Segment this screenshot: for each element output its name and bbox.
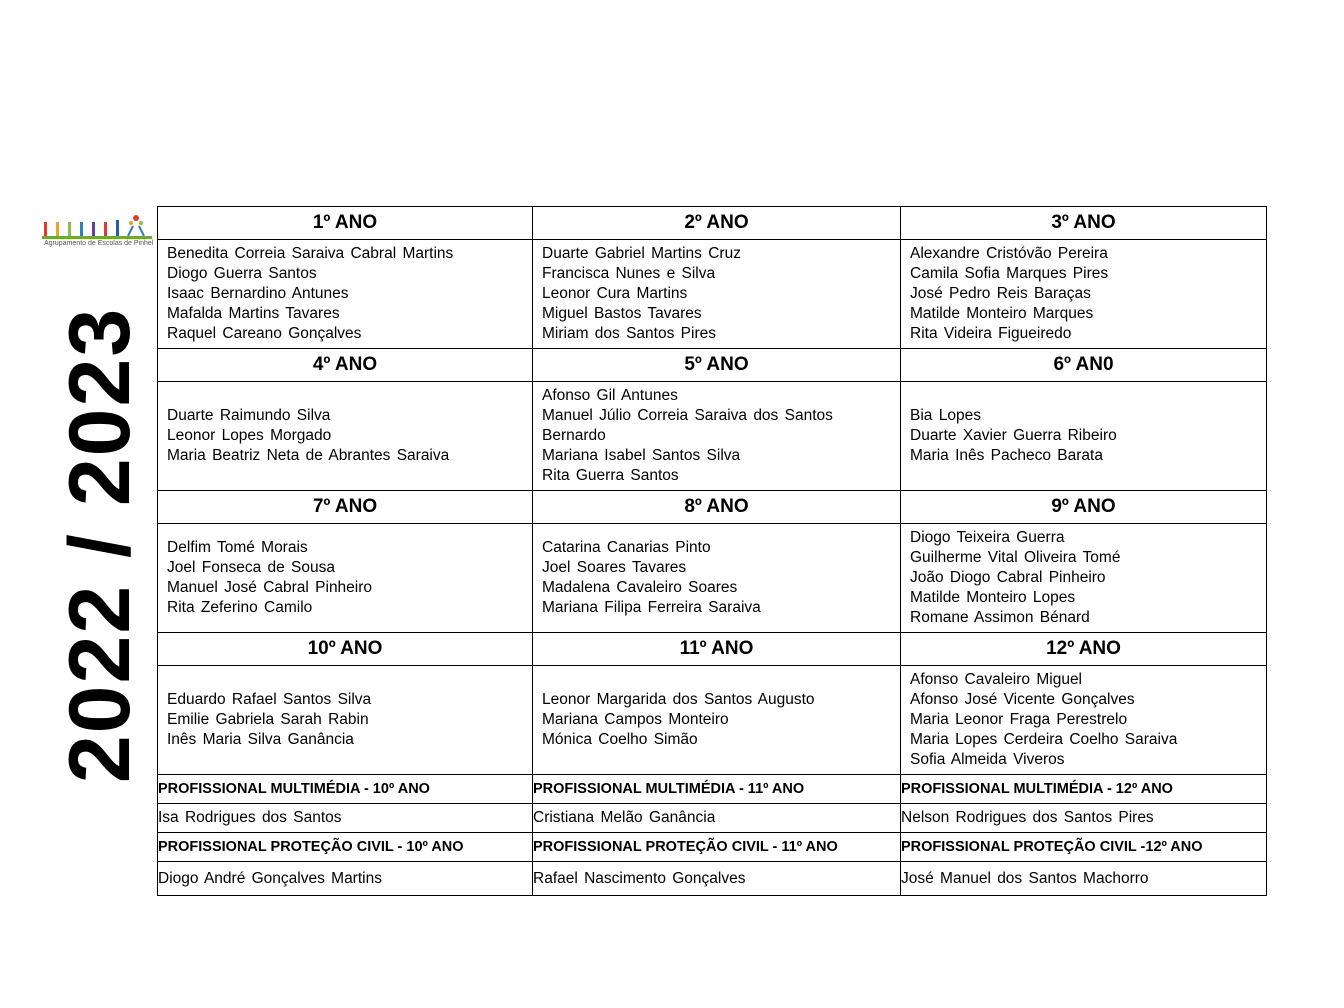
grade-student-list: [533, 240, 901, 349]
student-name: Emilie Gabriela Sarah Rabin: [167, 711, 369, 728]
student-name: Mónica Coelho Simão: [542, 731, 698, 748]
grade-student-list: [533, 524, 901, 633]
student-name: José Pedro Reis Baraças: [910, 285, 1091, 302]
student-name: Maria Lopes Cerdeira Coelho Saraiva: [910, 731, 1178, 748]
grade-title: 3º ANO: [901, 207, 1267, 240]
student-name: Romane Assimon Bénard: [910, 609, 1090, 626]
student-name: Afonso José Vicente Gonçalves: [910, 691, 1135, 708]
logo-caption: Agrupamento de Escolas de Pinhel: [44, 240, 154, 247]
student-name: Catarina Canarias Pinto: [542, 539, 711, 556]
student-name: Isaac Bernardino Antunes: [167, 285, 349, 302]
grade-student-list: [901, 524, 1267, 633]
grade-header-row: [158, 349, 1267, 382]
student-name: Manuel Júlio Correia Saraiva dos Santos: [542, 407, 833, 424]
professional-names-row: [158, 862, 1267, 896]
grade-student-list: [158, 524, 533, 633]
student-name: Guilherme Vital Oliveira Tomé: [910, 549, 1121, 566]
grade-title: 12º ANO: [901, 633, 1267, 666]
student-grid: [157, 206, 1267, 896]
student-name: Leonor Margarida dos Santos Augusto: [542, 691, 815, 708]
grade-title: 4º ANO: [158, 349, 533, 382]
grade-names-row: [158, 240, 1267, 349]
grade-title: 7º ANO: [158, 491, 533, 524]
student-name: Afonso Gil Antunes: [542, 387, 678, 404]
grade-student-list: [901, 240, 1267, 349]
school-year-label: 2022 / 2023: [52, 306, 148, 784]
student-name: Matilde Monteiro Lopes: [910, 589, 1076, 606]
student-name: Maria Beatriz Neta de Abrantes Saraiva: [167, 447, 450, 464]
student-name: Rafael Nascimento Gonçalves: [533, 862, 901, 896]
professional-course-title: PROFISSIONAL PROTEÇÃO CIVIL - 10º ANO: [158, 833, 533, 862]
student-name: Diogo André Gonçalves Martins: [158, 862, 533, 896]
student-name: Isa Rodrigues dos Santos: [158, 804, 533, 833]
professional-course-title: PROFISSIONAL PROTEÇÃO CIVIL -12º ANO: [901, 833, 1267, 862]
student-name: Mafalda Martins Tavares: [167, 305, 340, 322]
grade-title: 5º ANO: [533, 349, 901, 382]
student-name: Leonor Cura Martins: [542, 285, 688, 302]
grade-title: 2º ANO: [533, 207, 901, 240]
student-name: Joel Soares Tavares: [542, 559, 687, 576]
student-name: Rita Zeferino Camilo: [167, 599, 313, 616]
professional-course-title: PROFISSIONAL MULTIMÉDIA - 11º ANO: [533, 775, 901, 804]
grade-names-row: [158, 524, 1267, 633]
professional-course-title: PROFISSIONAL MULTIMÉDIA - 10º ANO: [158, 775, 533, 804]
professional-names-row: [158, 804, 1267, 833]
student-name: Duarte Xavier Guerra Ribeiro: [910, 427, 1117, 444]
professional-header-row: [158, 833, 1267, 862]
grade-title: 9º ANO: [901, 491, 1267, 524]
student-name: Duarte Raimundo Silva: [167, 407, 331, 424]
student-name: Mariana Isabel Santos Silva: [542, 447, 741, 464]
grade-names-row: [158, 666, 1267, 775]
student-name: Diogo Guerra Santos: [167, 265, 317, 282]
student-name: João Diogo Cabral Pinheiro: [910, 569, 1106, 586]
student-name: Nelson Rodrigues dos Santos Pires: [901, 804, 1267, 833]
student-name: Inês Maria Silva Ganância: [167, 731, 354, 748]
student-name: Afonso Cavaleiro Miguel: [910, 671, 1083, 688]
grade-title: 1º ANO: [158, 207, 533, 240]
student-name: Miriam dos Santos Pires: [542, 325, 716, 342]
student-name: Joel Fonseca de Sousa: [167, 559, 335, 576]
student-name: Delfim Tomé Morais: [167, 539, 308, 556]
student-name: Sofia Almeida Viveros: [910, 751, 1065, 768]
student-name: Rita Videira Figueiredo: [910, 325, 1072, 342]
student-name: Manuel José Cabral Pinheiro: [167, 579, 373, 596]
student-name: Bia Lopes: [910, 407, 981, 424]
student-name: Mariana Campos Monteiro: [542, 711, 729, 728]
grade-student-list: [533, 382, 901, 491]
student-name: Rita Guerra Santos: [542, 467, 679, 484]
student-name: Maria Leonor Fraga Perestrelo: [910, 711, 1128, 728]
student-name: Eduardo Rafael Santos Silva: [167, 691, 372, 708]
student-name: Diogo Teixeira Guerra: [910, 529, 1065, 546]
grade-header-row: [158, 633, 1267, 666]
student-name: Raquel Careano Gonçalves: [167, 325, 362, 342]
grade-title: 11º ANO: [533, 633, 901, 666]
student-name: Alexandre Cristóvão Pereira: [910, 245, 1108, 262]
student-name: Camila Sofia Marques Pires: [910, 265, 1109, 282]
grade-student-list: [901, 382, 1267, 491]
professional-header-row: [158, 775, 1267, 804]
student-name: Duarte Gabriel Martins Cruz: [542, 245, 741, 262]
student-name: Madalena Cavaleiro Soares: [542, 579, 738, 596]
professional-course-title: PROFISSIONAL MULTIMÉDIA - 12º ANO: [901, 775, 1267, 804]
grade-student-list: [158, 240, 533, 349]
grade-header-row: [158, 207, 1267, 240]
grade-title: 10º ANO: [158, 633, 533, 666]
professional-course-title: PROFISSIONAL PROTEÇÃO CIVIL - 11º ANO: [533, 833, 901, 862]
student-name: Benedita Correia Saraiva Cabral Martins: [167, 245, 454, 262]
student-name: Miguel Bastos Tavares: [542, 305, 702, 322]
grade-title: 6º AN0: [901, 349, 1267, 382]
student-name: Francisca Nunes e Silva: [542, 265, 716, 282]
student-name: José Manuel dos Santos Machorro: [901, 862, 1267, 896]
student-name: Matilde Monteiro Marques: [910, 305, 1094, 322]
grade-student-list: [901, 666, 1267, 775]
grade-student-list: [158, 666, 533, 775]
grade-header-row: [158, 491, 1267, 524]
grade-student-list: [158, 382, 533, 491]
student-name: Leonor Lopes Morgado: [167, 427, 332, 444]
grade-names-row: [158, 382, 1267, 491]
grade-title: 8º ANO: [533, 491, 901, 524]
student-name: Cristiana Melão Ganância: [533, 804, 901, 833]
student-name: Bernardo: [542, 427, 606, 444]
student-name: Maria Inês Pacheco Barata: [910, 447, 1103, 464]
grade-student-list: [533, 666, 901, 775]
student-name: Mariana Filipa Ferreira Saraiva: [542, 599, 761, 616]
